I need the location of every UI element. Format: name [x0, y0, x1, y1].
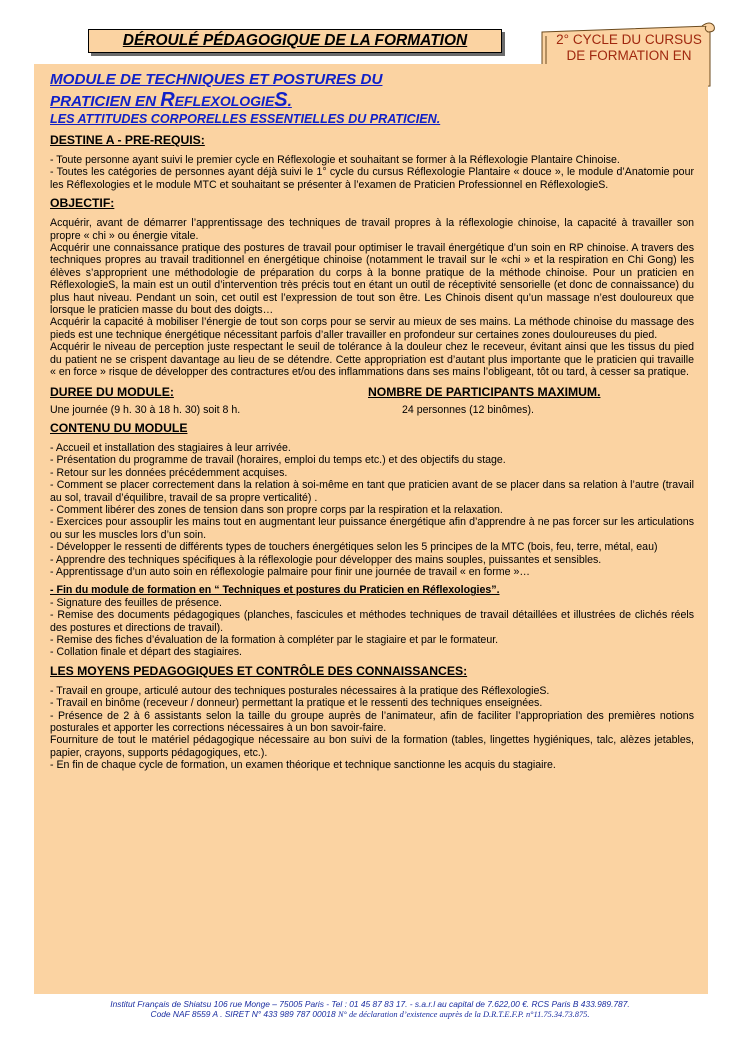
objectif-paragraph: Acquérir, avant de démarrer l’apprentissage des techniques de travail propres à la réflexologie chinoise, la capacité à travailler son propre « chi » ou énergie vitale. — [50, 217, 694, 242]
objectif-paragraph: Acquérir une connaissance pratique des postures de travail pour optimiser le travail énergétique d’un soin en RP chinoise. A travers des techniques propres au travail traditionnel en énergétique chinoise (notamment le travail sur le «chi » et la respiration en Chi Gong) les élèves s’approprient une méthodologie de préparation du corps à la bonne pratique de la méthode chinoise. Pour un praticien en RéflexologieS, la main est un outil d’intervention très précis tout en étant un outil de réceptivité sensorielle (et donc de connaissance) du plus haut niveau. Pendant un soin, cet outil est l’expression de tout son être. Les Chinois disent qu’un massage n’est douloureux que lorsque le praticien masse du bout des doigts… — [50, 242, 694, 317]
document-body — [50, 70, 694, 772]
objectif-paragraph: Acquérir la capacité à mobiliser l’énergie de tout son corps pour se servir au mieux de ses mains. La méthode chinoise du massage des pieds est une technique énergétique nécessitant parfois d’aller travailler en profondeur sur certaines zones douloureuses du pied. — [50, 316, 694, 341]
contenu-item: - Comment libérer des zones de tension dans son propre corps par la respiration et la relaxation. — [50, 503, 503, 516]
module-title: MODULE DE TECHNIQUES ET POSTURES DU PRATICIEN EN REFLEXOLOGIES. — [50, 71, 383, 111]
moyens-item: Fourniture de tout le matériel pédagogique nécessaire au bon suivi de la formation (tables, lingettes hygiéniques, talc, alèzes jetables, papier, crayons, supports pédagogiques, etc.). — [50, 734, 694, 759]
prerequis-item: - Toutes les catégories de personnes ayant déjà suivi le 1° cycle du cursus Réflexologie Plantaire « douce », le module d’Anatomie pour les Réflexologies et le module MTC et souhaitant se présenter à l’examen de Praticien Professionnel en RéflexologieS. — [50, 166, 694, 191]
contenu-item: - Apprendre des techniques spécifiques à la réflexologie pour développer des mains souples, puissantes et sensibles. — [50, 553, 602, 566]
contenu-item: - Développer le ressenti de différents types de touchers énergétiques selon les 5 principes de la MTC (bois, feu, terre, métal, eau) — [50, 541, 658, 554]
fin-module-heading: - Fin du module de formation en “ Techniques et postures du Praticien en Réflexologies”. — [50, 584, 500, 597]
participants-value: 24 personnes (12 binômes). — [402, 403, 534, 416]
fin-item: - Signature des feuilles de présence. — [50, 596, 222, 609]
contenu-item: - Accueil et installation des stagiaires à leur arrivée. — [50, 441, 291, 454]
fin-item: - Collation finale et départ des stagiaires. — [50, 646, 242, 659]
fin-item: - Remise des documents pédagogiques (planches, fascicules et méthodes techniques de travail détaillées et illustrées de clichés réels des postures et directions de travail). — [50, 609, 694, 634]
moyens-item: - Travail en groupe, articulé autour des techniques posturales nécessaires à la pratique des RéflexologieS. — [50, 684, 550, 697]
moyens-item: - En fin de chaque cycle de formation, un examen théorique et technique sanctionne les acquis du stagiaire. — [50, 759, 556, 772]
footer-line-1: Institut Français de Shiatsu 106 rue Monge – 75005 Paris - Tel : 01 45 87 83 17. - s.a.r.l au capital de 7.622,00 €. RCS Paris B 433.989.787. — [110, 999, 630, 1009]
objectif-paragraph: Acquérir le niveau de perception juste respectant le seuil de tolérance à la douleur chez le receveur, évitant ainsi que les tissus du pied du patient ne se crispent davantage au lieu de se détendre. Cette appropriation est d’autant plus importante que le praticien qui travaille « en force » risque de développer des contractures et/ou des inflammations dans ses mains l’obligeant, tôt ou tard, à cesser sa pratique. — [50, 341, 694, 379]
footer-line-2: Code NAF 8559 A . SIRET N° 433 989 787 00018 N° de déclaration d’existence auprès de la D.R.T.E.F.P. n°11.75.34.73.875. — [150, 1009, 590, 1019]
contenu-heading: CONTENU DU MODULE — [50, 420, 188, 435]
prerequis-heading: DESTINE A - PRE-REQUIS: — [50, 133, 205, 147]
objectif-heading: OBJECTIF: — [50, 196, 115, 211]
contenu-item: - Présentation du programme de travail (horaires, emploi du temps etc.) et des objectifs du stage. — [50, 454, 506, 467]
contenu-item: - Exercices pour assouplir les mains tout en augmentant leur puissance énergétique afin d’apprendre à ne pas forcer sur les articulations ou sur les muscles lors d’un soin. — [50, 516, 694, 541]
footer — [0, 999, 740, 1020]
moyens-item: - Travail en binôme (receveur / donneur) permettant la pratique et le ressenti des techniques enseignées. — [50, 697, 543, 710]
contenu-item: - Comment se placer correctement dans la relation à soi-même en tant que praticien avant de se placer dans sa relation à l’autre (travail au sol, travail d’équilibre, travail de sa propre verticalité) . — [50, 479, 694, 504]
cycle-line-1: 2° CYCLE DU CURSUS — [556, 32, 702, 47]
module-subtitle: LES ATTITUDES CORPORELLES ESSENTIELLES DU PRATICIEN. — [50, 112, 441, 126]
cycle-line-2: DE FORMATION EN — [566, 47, 692, 63]
duree-heading: DUREE DU MODULE: — [50, 384, 174, 399]
duree-participants-row — [50, 385, 694, 416]
participants-heading: NOMBRE DE PARTICIPANTS MAXIMUM. — [368, 384, 601, 399]
page-title: DÉROULÉ PÉDAGOGIQUE DE LA FORMATION — [88, 29, 502, 53]
contenu-item: - Retour sur les données précédemment acquises. — [50, 466, 288, 479]
moyens-heading: LES MOYENS PEDAGOGIQUES ET CONTRÔLE DES CONNAISSANCES: — [50, 663, 468, 678]
moyens-item: - Présence de 2 à 6 assistants selon la taille du groupe auprès de l’animateur, afin de faciliter l’appropriation des premières notions posturales et apporter les corrections nécessaires à un bon savoir-faire. — [50, 709, 694, 735]
prerequis-item: - Toute personne ayant suivi le premier cycle en Réflexologie et souhaitant se former à la Réflexologie Plantaire Chinoise. — [50, 154, 620, 166]
contenu-item: - Apprentissage d’un auto soin en réflexologie palmaire pour finir une journée de travail « en forme »… — [50, 565, 530, 578]
duree-value: Une journée (9 h. 30 à 18 h. 30) soit 8 h. — [50, 403, 241, 416]
fin-item: - Remise des fiches d’évaluation de la formation à compléter par le stagiaire et par le formateur. — [50, 634, 499, 646]
